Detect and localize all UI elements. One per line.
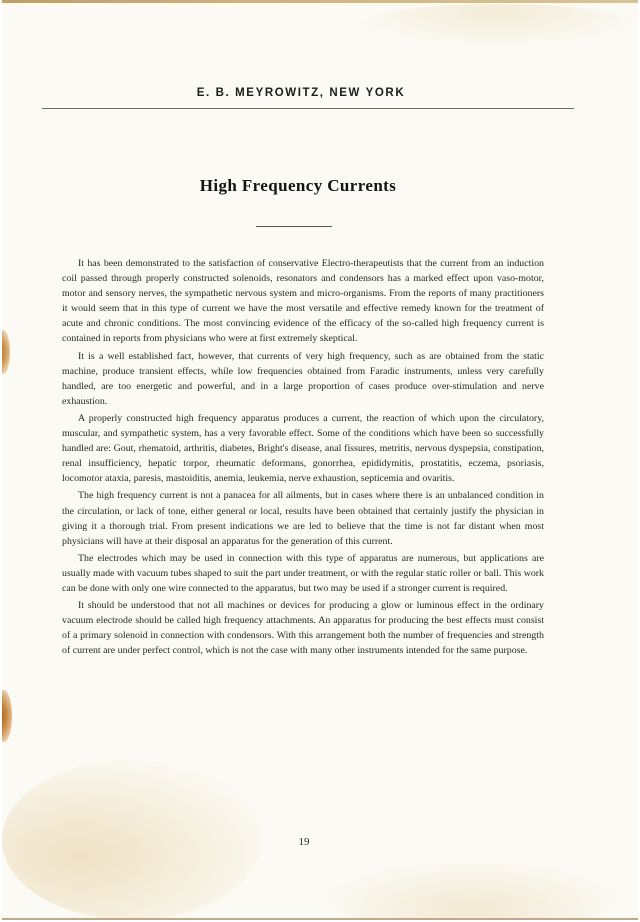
paper-stain <box>322 860 622 920</box>
paragraph: It has been demonstrated to the satisfaction of conservative Electro-therapeutists that the current from an induction coil passed through properly constructed solenoids, resonators and condensors has a marked effect upon vaso-motor, motor and sensory nerves, the sympathetic nervous system and micro-organisms. From the reports of many practitioners it would seem that in this type of current we have the most versatile and effective remedy known for the treatment of acute and chronic conditions. The most convincing evidence of the efficacy of the so-called high frequency current is contained in reports from physicians who were at first extremely skeptical. <box>62 258 544 345</box>
paper-stain <box>2 690 12 742</box>
paragraph: A properly constructed high frequency apparatus produces a current, the reaction of which upon the circulatory, muscular, and sympathetic system, has a very favorable effect. Some of the conditions which have been so successfully handled are: Gout, rhematoid, arthritis, diabetes, Bright's disease, anal fissures, metritis, nervous dyspepsia, constipation, renal insufficiency, hepatic torpor, rheumatic deformans, gonorrhea, epididymitis, prostatitis, eczema, psoriasis, locomotor ataxia, paresis, mastoiditis, anemia, leukemia, nerve exhaustion, septicemia and ovaritis. <box>62 412 544 485</box>
article-body <box>62 256 544 660</box>
paper-stain <box>2 330 10 374</box>
paragraph: The electrodes which may be used in connection with this type of apparatus are numerous, but applications are usually made with vacuum tubes shaped to suit the part under treatment, or with the regular static roller or ball. This work can be done with only one wire connected to the apparatus, but two may be used if a stronger current is required. <box>62 552 544 594</box>
page-top-edge <box>2 0 638 3</box>
paragraph: It should be understood that not all machines or devices for producing a glow or luminous effect in the ordinary vacuum electrode should be called high frequency attachments. An apparatus for producing the best effects must consist of a primary solenoid in connection with condensors. With this arrangement both the number of frequencies and strength of current are under perfect control, which is not the case with many other instruments intended for the same purpose. <box>62 600 544 657</box>
title-rule <box>256 226 332 227</box>
page-number: 19 <box>298 836 310 848</box>
running-head: E. B. MEYROWITZ, NEW YORK <box>196 87 406 99</box>
paper-stain <box>362 4 632 44</box>
book-page <box>2 0 638 920</box>
paragraph: It is a well established fact, however, that currents of very high frequency, such as are obtained from the static machine, produce transient effects, while low frequencies obtained from Faradic instruments, unless very carefully handled, are too energetic and powerful, and in a large proportion of cases produce over-stimulation and nerve exhaustion. <box>62 350 544 407</box>
page-bottom-edge <box>2 918 638 920</box>
header-rule <box>42 108 574 109</box>
paragraph: The high frequency current is not a panacea for all ailments, but in cases where there is an unbalanced condition in the circulation, or lack of tone, either general or local, results have been obtained that certainly justify the physician in giving it a thorough trial. From present indications we are led to believe that the time is not far distant when most physicians will have at their disposal an apparatus for the generation of this current. <box>62 490 544 547</box>
article-title: High Frequency Currents <box>199 176 397 195</box>
